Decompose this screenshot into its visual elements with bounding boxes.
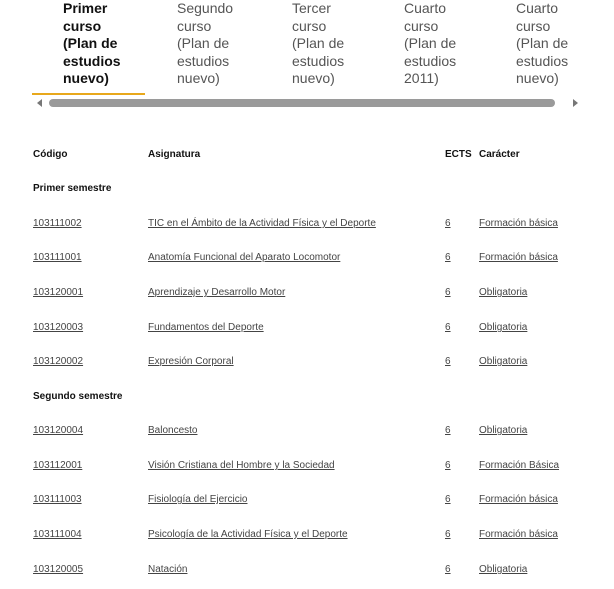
tab-label-line: estudios bbox=[292, 52, 345, 69]
type-link[interactable]: Obligatoria bbox=[479, 564, 528, 575]
header-type: Carácter bbox=[479, 149, 520, 160]
tab-label-line: estudios bbox=[177, 52, 230, 69]
table-row bbox=[0, 252, 614, 266]
tab-tercer-curso[interactable] bbox=[292, 0, 344, 88]
ects-link[interactable]: 6 bbox=[445, 218, 451, 229]
type-link[interactable]: Formación básica bbox=[479, 494, 558, 505]
subject-code-link[interactable]: 103111001 bbox=[33, 252, 82, 263]
subject-name-link[interactable]: TIC en el Ámbito de la Actividad Física y el Deporte bbox=[148, 218, 376, 229]
scroll-right-button[interactable] bbox=[570, 98, 580, 108]
type-link[interactable]: Formación básica bbox=[479, 529, 558, 540]
table-row bbox=[0, 356, 614, 370]
table-row bbox=[0, 322, 614, 336]
ects-link[interactable]: 6 bbox=[445, 425, 451, 436]
subject-name-link[interactable]: Visión Cristiana del Hombre y la Sociedad bbox=[148, 460, 335, 471]
semester-title: Primer semestre bbox=[33, 183, 112, 194]
type-link[interactable]: Obligatoria bbox=[479, 356, 528, 367]
subject-name-link[interactable]: Fundamentos del Deporte bbox=[148, 322, 264, 333]
table-row bbox=[0, 218, 614, 232]
subject-code-link[interactable]: 103111003 bbox=[33, 494, 82, 505]
subject-code-link[interactable]: 103120001 bbox=[33, 287, 84, 298]
subject-name-link[interactable]: Natación bbox=[148, 564, 188, 575]
tab-label-line: (Plan de bbox=[516, 35, 569, 52]
tab-label-line: (Plan de bbox=[292, 35, 345, 52]
semester-title: Segundo semestre bbox=[33, 391, 123, 402]
type-link[interactable]: Obligatoria bbox=[479, 425, 528, 436]
active-tab-indicator bbox=[32, 93, 145, 95]
subject-code-link[interactable]: 103120005 bbox=[33, 564, 84, 575]
tab-label-line: nuevo) bbox=[177, 70, 220, 87]
tab-label-line: Cuarto bbox=[516, 0, 559, 16]
table-row bbox=[0, 425, 614, 439]
type-link[interactable]: Formación Básica bbox=[479, 460, 560, 471]
tab-label-line: (Plan de bbox=[177, 35, 230, 52]
tab-label-line: estudios bbox=[404, 52, 457, 69]
subject-name-link[interactable]: Baloncesto bbox=[148, 425, 198, 436]
horizontal-scrollbar[interactable] bbox=[48, 98, 558, 108]
subject-name-link[interactable]: Aprendizaje y Desarrollo Motor bbox=[148, 287, 286, 298]
header-ects: ECTS bbox=[445, 149, 472, 160]
tab-label-line: curso bbox=[63, 17, 102, 34]
ects-link[interactable]: 6 bbox=[445, 252, 451, 263]
subject-code-link[interactable]: 103111002 bbox=[33, 218, 82, 229]
scroll-left-button[interactable] bbox=[34, 98, 44, 108]
tab-cuarto-curso-2011[interactable] bbox=[404, 0, 456, 88]
ects-link[interactable]: 6 bbox=[445, 356, 451, 367]
tab-label-line: nuevo) bbox=[63, 70, 109, 87]
tab-label-line: (Plan de bbox=[63, 35, 118, 52]
ects-link[interactable]: 6 bbox=[445, 494, 451, 505]
tab-segundo-curso[interactable] bbox=[177, 0, 233, 88]
course-tabs bbox=[0, 0, 614, 112]
subject-name-link[interactable]: Expresión Corporal bbox=[148, 356, 234, 367]
tab-label-line: curso bbox=[292, 17, 327, 34]
table-row bbox=[0, 460, 614, 474]
subject-code-link[interactable]: 103111004 bbox=[33, 529, 82, 540]
subject-name-link[interactable]: Psicología de la Actividad Física y el Deporte bbox=[148, 529, 348, 540]
subject-code-link[interactable]: 103112001 bbox=[33, 460, 83, 471]
tab-label-line: estudios bbox=[63, 52, 121, 69]
type-link[interactable]: Formación básica bbox=[479, 252, 558, 263]
table-row bbox=[0, 564, 614, 578]
ects-link[interactable]: 6 bbox=[445, 287, 451, 298]
subject-code-link[interactable]: 103120004 bbox=[33, 425, 84, 436]
subject-name-link[interactable]: Anatomía Funcional del Aparato Locomotor bbox=[148, 252, 341, 263]
tab-cuarto-curso-nuevo[interactable] bbox=[516, 0, 568, 88]
tab-label-line: nuevo) bbox=[516, 70, 559, 87]
triangle-left-icon bbox=[37, 99, 42, 107]
tab-label-line: (Plan de bbox=[404, 35, 457, 52]
table-row bbox=[0, 529, 614, 543]
tab-label-line: curso bbox=[516, 17, 551, 34]
type-link[interactable]: Obligatoria bbox=[479, 322, 528, 333]
tab-label-line: curso bbox=[404, 17, 439, 34]
tab-label-line: Segundo bbox=[177, 0, 234, 16]
triangle-right-icon bbox=[573, 99, 578, 107]
tab-label-line: curso bbox=[177, 17, 212, 34]
table-row bbox=[0, 494, 614, 508]
header-code: Código bbox=[33, 149, 68, 160]
tab-label-line: Primer bbox=[63, 0, 108, 16]
ects-link[interactable]: 6 bbox=[445, 460, 451, 471]
tab-label-line: Cuarto bbox=[404, 0, 447, 16]
header-subject: Asignatura bbox=[148, 149, 201, 160]
type-link[interactable]: Formación básica bbox=[479, 218, 558, 229]
tab-primer-curso[interactable] bbox=[63, 0, 121, 88]
ects-link[interactable]: 6 bbox=[445, 529, 451, 540]
table-row bbox=[0, 287, 614, 301]
ects-link[interactable]: 6 bbox=[445, 322, 451, 333]
ects-link[interactable]: 6 bbox=[445, 564, 451, 575]
subject-code-link[interactable]: 103120003 bbox=[33, 322, 84, 333]
tab-label-line: 2011) bbox=[404, 70, 439, 87]
tab-label-line: Tercer bbox=[292, 0, 331, 16]
tab-label-line: estudios bbox=[516, 52, 569, 69]
scrollbar-thumb[interactable] bbox=[49, 99, 555, 107]
tab-label-line: nuevo) bbox=[292, 70, 335, 87]
subject-name-link[interactable]: Fisiología del Ejercicio bbox=[148, 494, 248, 505]
subject-code-link[interactable]: 103120002 bbox=[33, 356, 84, 367]
type-link[interactable]: Obligatoria bbox=[479, 287, 528, 298]
